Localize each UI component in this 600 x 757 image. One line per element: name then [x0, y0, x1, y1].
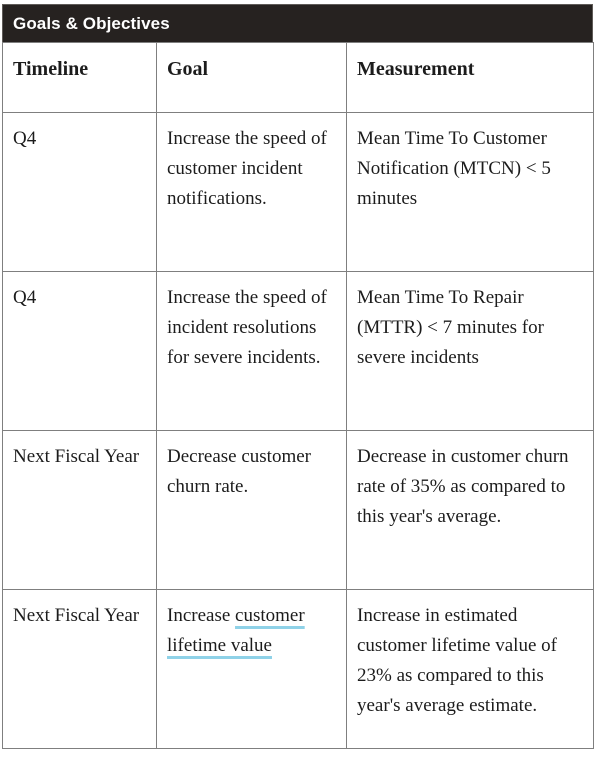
timeline-cell: Q4: [3, 272, 157, 431]
table-row: [3, 590, 594, 749]
measurement-cell: Mean Time To Customer Notification (MTCN) < 5 minutes: [347, 113, 594, 272]
section-title: Goals & Objectives: [13, 13, 170, 33]
document: [2, 4, 593, 749]
measurement-cell: Increase in estimated customer lifetime value of 23% as compared to this year's average estimate.: [347, 590, 594, 749]
column-header-timeline: Timeline: [3, 43, 157, 113]
column-header-goal: Goal: [157, 43, 347, 113]
goal-text: Increase: [167, 605, 236, 626]
measurement-cell: Mean Time To Repair (MTTR) < 7 minutes for severe incidents: [347, 272, 594, 431]
section-title-banner: [2, 4, 593, 43]
goal-cell: Increase the speed of incident resolutions for severe incidents.: [157, 272, 347, 431]
goal-cell: Decrease customer churn rate.: [157, 431, 347, 590]
customer-lifetime-value-link[interactable]: customer lifetime value: [167, 605, 305, 656]
timeline-cell: Next Fiscal Year: [3, 431, 157, 590]
goal-cell: Increase the speed of customer incident notifications.: [157, 113, 347, 272]
goal-cell: [157, 590, 347, 749]
table-row: [3, 272, 594, 431]
column-header-measurement: Measurement: [347, 43, 594, 113]
timeline-cell: Q4: [3, 113, 157, 272]
goals-table: [2, 42, 594, 749]
table-row: [3, 431, 594, 590]
timeline-cell: Next Fiscal Year: [3, 590, 157, 749]
table-row: [3, 113, 594, 272]
header-row: [3, 43, 594, 113]
measurement-cell: Decrease in customer churn rate of 35% as compared to this year's average.: [347, 431, 594, 590]
